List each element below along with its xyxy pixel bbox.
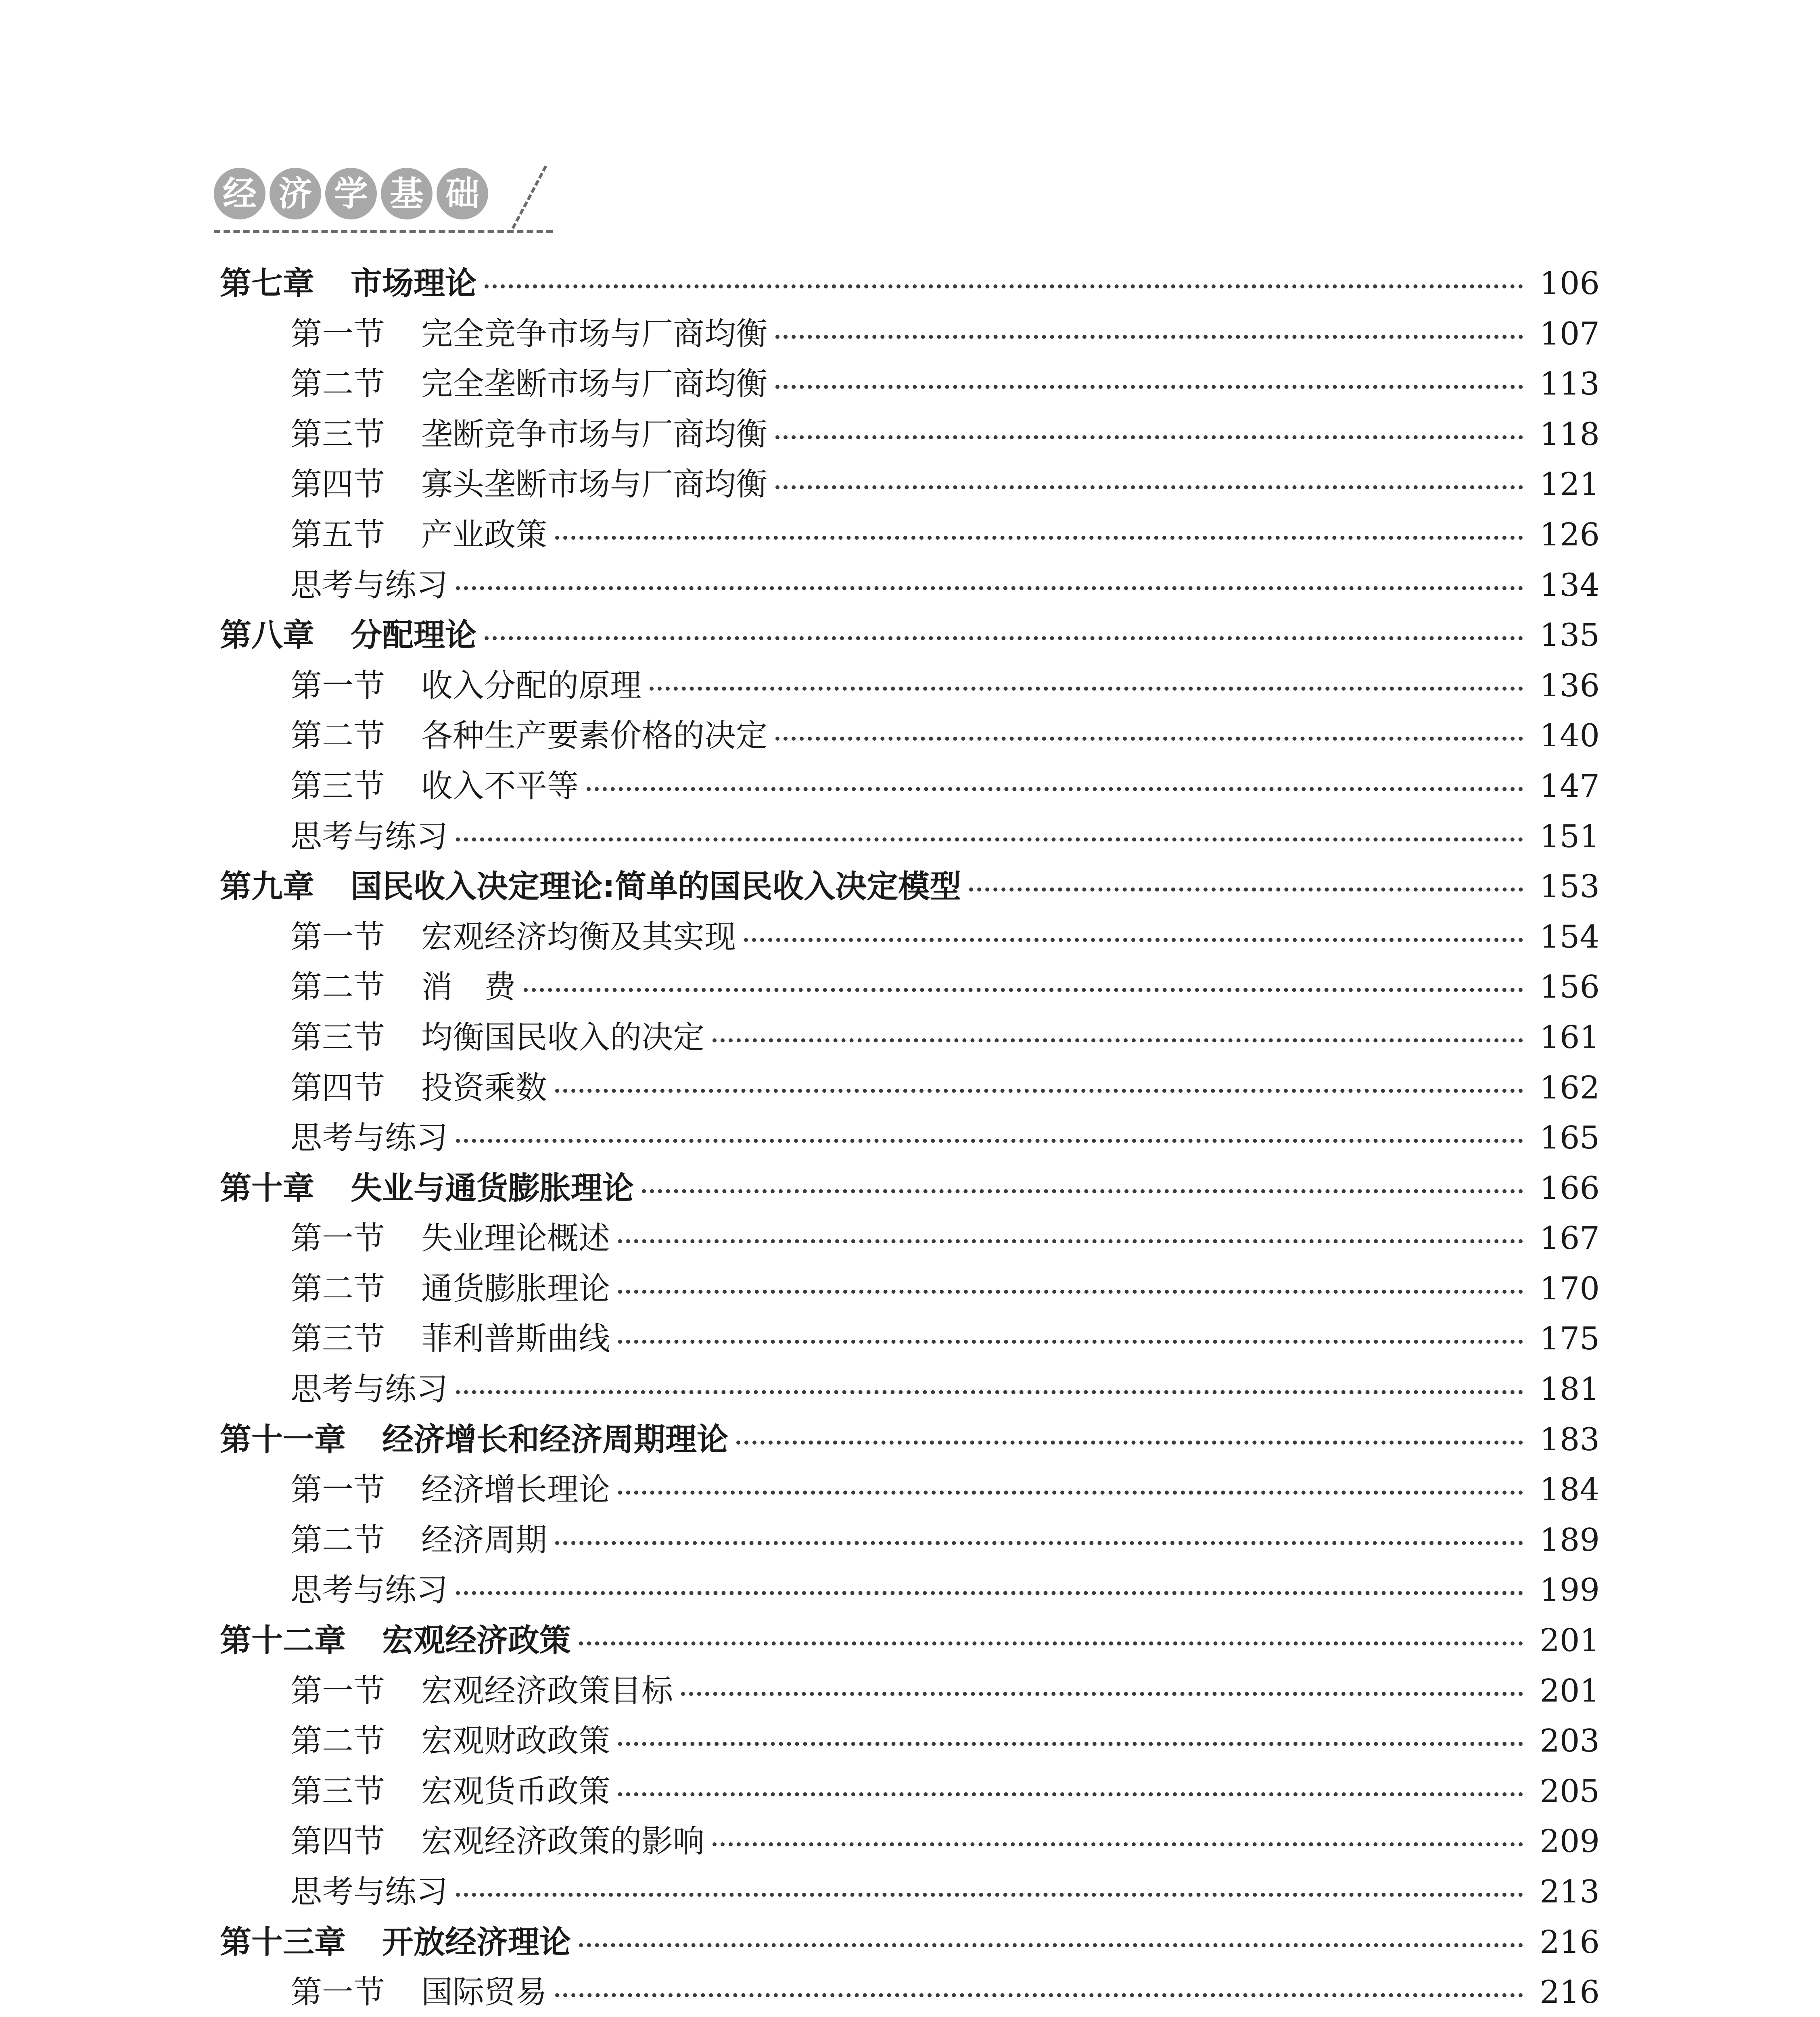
toc-page-number: 181 — [1540, 1371, 1600, 1408]
header-char: 经 — [214, 168, 265, 219]
toc-entry-title: 各种生产要素价格的决定 — [421, 718, 768, 754]
header-char: 基 — [381, 168, 433, 219]
toc-entry-title: 通货膨胀理论 — [421, 1270, 610, 1307]
toc-entry-title: 宏观财政政策 — [421, 1723, 610, 1760]
toc-section-row[interactable] — [220, 1364, 1600, 1414]
toc-entry-number: 第十三章 — [220, 1924, 346, 1961]
toc-dot-leader — [587, 787, 1523, 791]
toc-dot-leader — [456, 1139, 1523, 1143]
toc-section-row[interactable] — [220, 409, 1600, 459]
toc-entry-number: 第十二章 — [220, 1622, 346, 1659]
toc-dot-leader — [456, 1591, 1523, 1595]
toc-entry-title: 经济增长和经济周期理论 — [382, 1421, 729, 1458]
toc-dot-leader — [456, 1390, 1523, 1394]
toc-dot-leader — [618, 1792, 1523, 1796]
toc-entry-number: 第十章 — [220, 1170, 315, 1207]
toc-section-row[interactable] — [220, 309, 1600, 359]
toc-page-number: 153 — [1540, 869, 1600, 905]
toc-dot-leader — [650, 687, 1523, 691]
toc-page-number: 199 — [1540, 1572, 1600, 1609]
toc-entry-number: 第二节 — [290, 1522, 385, 1558]
toc-dot-leader — [736, 1441, 1523, 1445]
toc-entry-title: 寡头垄断市场与厂商均衡 — [421, 466, 768, 503]
toc-page-number: 183 — [1540, 1421, 1600, 1458]
toc-page-number: 166 — [1540, 1170, 1600, 1207]
toc-page-number: 216 — [1540, 1974, 1600, 2011]
toc-page-number: 126 — [1540, 516, 1600, 553]
toc-section-row[interactable] — [220, 1515, 1600, 1565]
toc-section-row[interactable] — [220, 1666, 1600, 1716]
toc-entry-number: 第四节 — [290, 1823, 385, 1860]
toc-section-row[interactable] — [220, 560, 1600, 610]
toc-dot-leader — [642, 1189, 1523, 1193]
toc-dot-leader — [555, 1089, 1523, 1093]
toc-entry-title: 均衡国民收入的决定 — [421, 1019, 705, 1056]
toc-page-number: 156 — [1540, 969, 1600, 1006]
toc-entry-number: 第三节 — [290, 1773, 385, 1810]
toc-page-number: 216 — [1540, 1924, 1600, 1961]
toc-entry-number: 第一节 — [290, 1220, 385, 1257]
toc-page-number: 135 — [1540, 617, 1600, 654]
toc-page-number: 151 — [1540, 818, 1600, 855]
toc-section-row[interactable] — [220, 459, 1600, 509]
toc-entry-title: 产业政策 — [421, 516, 547, 553]
toc-entry-title: 宏观经济政策 — [382, 1622, 571, 1659]
toc-dot-leader — [456, 586, 1523, 590]
toc-entry-number: 第二节 — [290, 969, 385, 1006]
toc-entry-title: 菲利普斯曲线 — [421, 1321, 610, 1357]
toc-entry-title: 投资乘数 — [421, 1069, 547, 1106]
toc-page-number: 106 — [1540, 265, 1600, 302]
toc-entry-title: 宏观经济政策目标 — [421, 1672, 673, 1709]
toc-entry-title: 经济周期 — [421, 1522, 547, 1558]
toc-entry-number: 第四节 — [290, 466, 385, 503]
toc-page-number: 189 — [1540, 1522, 1600, 1558]
toc-page-number: 209 — [1540, 1823, 1600, 1860]
toc-section-row[interactable] — [220, 660, 1600, 711]
toc-dot-leader — [579, 1641, 1523, 1645]
toc-section-row[interactable] — [220, 962, 1600, 1012]
toc-section-row[interactable] — [220, 1867, 1600, 1917]
toc-entry-title: 收入不平等 — [421, 768, 579, 804]
toc-dot-leader — [713, 1038, 1523, 1042]
toc-entry-title: 垄断竞争市场与厂商均衡 — [421, 416, 768, 453]
toc-page-number: 175 — [1540, 1321, 1600, 1357]
toc-entry-title: 消 费 — [421, 969, 516, 1006]
toc-chapter-row[interactable] — [220, 1163, 1600, 1213]
toc-dot-leader — [618, 1239, 1523, 1243]
toc-section-row[interactable] — [220, 1012, 1600, 1063]
toc-dot-leader — [775, 385, 1523, 389]
toc-page-number: 205 — [1540, 1773, 1600, 1810]
toc-entry-number: 第一节 — [290, 1974, 385, 2011]
toc-section-row[interactable] — [220, 1565, 1600, 1615]
toc-page-number: 162 — [1540, 1069, 1600, 1106]
header-dashed-rule — [214, 230, 553, 233]
toc-page-number: 118 — [1540, 416, 1600, 453]
toc-page-number: 170 — [1540, 1270, 1600, 1307]
toc-page-number: 184 — [1540, 1472, 1600, 1508]
toc-entry-number: 第八章 — [220, 617, 315, 654]
toc-entry-title: 失业与通货膨胀理论 — [351, 1170, 634, 1207]
toc-section-row[interactable] — [220, 1213, 1600, 1263]
toc-entry-number: 第一节 — [290, 1672, 385, 1709]
header-char: 础 — [437, 168, 488, 219]
toc-page-number: 203 — [1540, 1723, 1600, 1760]
toc-dot-leader — [618, 1340, 1523, 1344]
toc-section-row[interactable] — [220, 1766, 1600, 1817]
toc-entry-number: 第一节 — [290, 315, 385, 352]
toc-entry-number: 第十一章 — [220, 1421, 346, 1458]
toc-entry-number: 第七章 — [220, 265, 315, 302]
toc-entry-title: 完全竞争市场与厂商均衡 — [421, 315, 768, 352]
toc-section-row[interactable] — [220, 811, 1600, 862]
toc-entry-title: 完全垄断市场与厂商均衡 — [421, 366, 768, 403]
toc-section-row[interactable] — [220, 1464, 1600, 1515]
toc-dot-leader — [485, 636, 1523, 640]
toc-chapter-row[interactable] — [220, 610, 1600, 660]
toc-page-number: 201 — [1540, 1672, 1600, 1709]
toc-chapter-row[interactable] — [220, 1414, 1600, 1465]
toc-entry-title: 开放经济理论 — [382, 1924, 571, 1961]
toc-page-number: 113 — [1540, 366, 1600, 403]
toc-page-number: 165 — [1540, 1120, 1600, 1157]
toc-section-row[interactable] — [220, 1967, 1600, 2017]
toc-dot-leader — [744, 938, 1523, 942]
toc-chapter-row[interactable] — [220, 258, 1600, 309]
toc-entry-number: 第九章 — [220, 869, 315, 905]
toc-entry-title: 思考与练习 — [290, 567, 448, 603]
toc-entry-number: 第二节 — [290, 1723, 385, 1760]
header-dashed-slash — [512, 165, 547, 229]
toc-entry-number: 第三节 — [290, 416, 385, 453]
toc-entry-title: 分配理论 — [351, 617, 477, 654]
toc-entry-title: 思考与练习 — [290, 1874, 448, 1910]
toc-entry-title: 经济增长理论 — [421, 1472, 610, 1508]
toc-entry-number: 第三节 — [290, 1321, 385, 1357]
toc-dot-leader — [555, 1993, 1523, 1997]
toc-section-row[interactable] — [220, 359, 1600, 409]
toc-page-number: 107 — [1540, 315, 1600, 352]
toc-dot-leader — [775, 737, 1523, 741]
toc-page-number: 134 — [1540, 567, 1600, 603]
toc-entry-title: 思考与练习 — [290, 1371, 448, 1408]
toc-dot-leader — [618, 1491, 1523, 1495]
toc-entry-title: 失业理论概述 — [421, 1220, 610, 1257]
toc-section-row[interactable] — [220, 1263, 1600, 1314]
toc-entry-title: 收入分配的原理 — [421, 667, 642, 704]
toc-dot-leader — [579, 1943, 1523, 1947]
toc-dot-leader — [681, 1692, 1523, 1696]
toc-dot-leader — [775, 335, 1523, 339]
toc-entry-title: 思考与练习 — [290, 818, 448, 855]
toc-entry-number: 第一节 — [290, 1472, 385, 1508]
toc-entry-title: 宏观经济政策的影响 — [421, 1823, 705, 1860]
toc-entry-title: 国民收入决定理论:简单的国民收入决定模型 — [351, 869, 961, 905]
toc-dot-leader — [618, 1290, 1523, 1294]
toc-entry-number: 第三节 — [290, 768, 385, 804]
toc-dot-leader — [555, 536, 1523, 540]
toc-entry-number: 第五节 — [290, 516, 385, 553]
toc-page-number: 167 — [1540, 1220, 1600, 1257]
toc-entry-title: 思考与练习 — [290, 1120, 448, 1157]
toc-dot-leader — [456, 837, 1523, 841]
running-header — [214, 161, 593, 234]
toc-entry-number: 第三节 — [290, 1019, 385, 1056]
toc-section-row[interactable] — [220, 1063, 1600, 1113]
toc-entry-number: 第四节 — [290, 1069, 385, 1106]
toc-page-number: 121 — [1540, 466, 1600, 503]
toc-dot-leader — [618, 1742, 1523, 1746]
toc-entry-number: 第二节 — [290, 366, 385, 403]
toc-section-row[interactable] — [220, 1816, 1600, 1867]
toc-page-number: 136 — [1540, 667, 1600, 704]
toc-entry-title: 市场理论 — [351, 265, 477, 302]
table-of-contents — [220, 258, 1600, 2017]
toc-section-row[interactable] — [220, 1113, 1600, 1163]
toc-entry-title: 宏观货币政策 — [421, 1773, 610, 1810]
header-title — [214, 168, 488, 219]
toc-entry-number: 第一节 — [290, 667, 385, 704]
toc-entry-number: 第二节 — [290, 1270, 385, 1307]
toc-dot-leader — [775, 485, 1523, 489]
toc-dot-leader — [775, 435, 1523, 439]
toc-section-row[interactable] — [220, 710, 1600, 761]
header-char: 济 — [270, 168, 321, 219]
toc-dot-leader — [456, 1893, 1523, 1897]
toc-section-row[interactable] — [220, 509, 1600, 560]
toc-page-number: 154 — [1540, 919, 1600, 955]
header-char: 学 — [325, 168, 377, 219]
toc-dot-leader — [969, 887, 1523, 892]
toc-page-number: 140 — [1540, 718, 1600, 754]
toc-section-row[interactable] — [220, 1313, 1600, 1364]
toc-chapter-row[interactable] — [220, 1917, 1600, 1967]
toc-entry-title: 宏观经济均衡及其实现 — [421, 919, 736, 955]
toc-dot-leader — [713, 1842, 1523, 1846]
toc-dot-leader — [524, 988, 1523, 992]
toc-entry-title: 思考与练习 — [290, 1572, 448, 1609]
toc-entry-number: 第一节 — [290, 919, 385, 955]
toc-page-number: 213 — [1540, 1874, 1600, 1910]
toc-dot-leader — [485, 284, 1523, 288]
toc-dot-leader — [555, 1541, 1523, 1545]
toc-entry-title: 国际贸易 — [421, 1974, 547, 2011]
toc-section-row[interactable] — [220, 761, 1600, 811]
toc-chapter-row[interactable] — [220, 1615, 1600, 1666]
toc-section-row[interactable] — [220, 912, 1600, 962]
toc-entry-number: 第二节 — [290, 718, 385, 754]
toc-page-number: 161 — [1540, 1019, 1600, 1056]
toc-section-row[interactable] — [220, 1716, 1600, 1766]
toc-page-number: 201 — [1540, 1622, 1600, 1659]
toc-page-number: 147 — [1540, 768, 1600, 804]
toc-chapter-row[interactable] — [220, 861, 1600, 912]
